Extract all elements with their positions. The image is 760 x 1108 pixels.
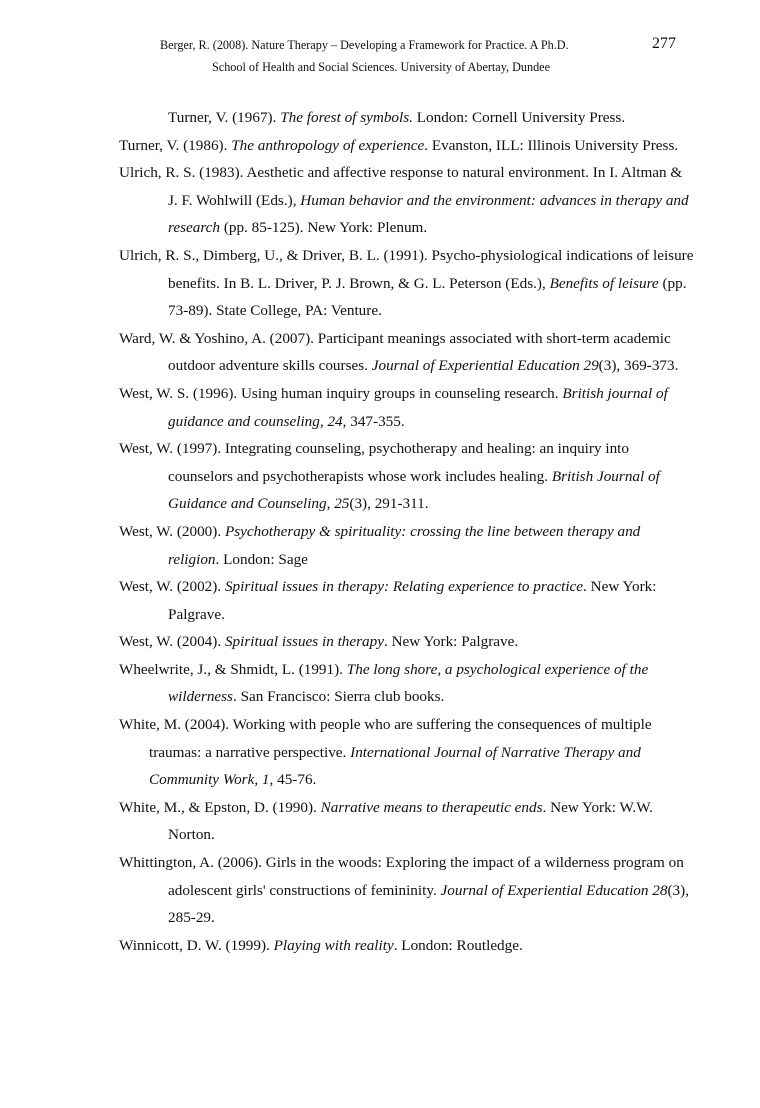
reference-text: . London: Sage (215, 550, 308, 568)
reference-entry (119, 794, 694, 849)
header-institution-line: School of Health and Social Sciences. University of Abertay, Dundee (212, 60, 550, 74)
reference-entry (119, 849, 694, 932)
reference-entry (119, 573, 694, 628)
reference-title: Narrative means to therapeutic ends (320, 798, 543, 816)
reference-entry (119, 380, 694, 435)
reference-text: (3), 369-373. (598, 357, 679, 375)
reference-entry (119, 159, 694, 242)
header-citation-line: Berger, R. (2008). Nature Therapy – Developing a Framework for Practice. A Ph.D. (160, 38, 569, 52)
reference-entry (119, 628, 694, 656)
reference-text: London: Cornell University Press. (412, 109, 626, 126)
reference-title: Journal of Experiential Education 29 (371, 357, 599, 375)
reference-title: Playing with reality (273, 936, 394, 954)
reference-text: Whittington, A. (2006). Girls in the woods: Exploring the impact of a wilderness program on adolescent girls' constructions of femininity. (119, 854, 684, 899)
reference-text: . London: Routledge. (393, 936, 523, 954)
reference-entry (119, 242, 694, 325)
reference-text: . San Francisco: Sierra club books. (232, 688, 445, 706)
reference-entry (119, 932, 694, 960)
reference-title: International Journal of Narrative Therapy and Community Work, 1 (149, 743, 641, 789)
reference-title: British journal of guidance and counseling, 24 (168, 384, 668, 430)
reference-list (119, 104, 694, 959)
reference-text: . Evanston, ILL: Illinois University Press. (424, 136, 679, 154)
reference-text: (3), 291-311. (349, 495, 429, 513)
reference-text: Turner, V. (1986). (119, 136, 232, 154)
reference-entry (119, 711, 694, 794)
reference-text: , 45-76. (269, 771, 317, 789)
reference-text: (pp. 73-89). State College, PA: Venture. (168, 274, 687, 320)
reference-title: The forest of symbols. (280, 109, 413, 126)
reference-text: Ulrich, R. S. (1983). Aesthetic and affective response to natural environment. In I. Altman & J. F. Wohlwill (Eds.), (119, 164, 683, 209)
reference-text: (3), 285-29. (168, 881, 689, 927)
reference-entry (119, 435, 694, 518)
reference-text: West, W. (1997). Integrating counseling, psychotherapy and healing: an inquiry into counselors and psychotherapists whose work includes healing. (119, 440, 629, 485)
reference-title: Journal of Experiential Education 28 (440, 881, 668, 899)
reference-title: Spiritual issues in therapy: Relating experience to practice (224, 578, 584, 596)
reference-text: White, M., & Epston, D. (1990). (119, 798, 321, 816)
reference-text: Ulrich, R. S., Dimberg, U., & Driver, B. L. (1991). Psycho-physiological indications of leisure benefits. In B. L. Driver, P. J. Brown, & G. L. Peterson (Eds.), (119, 246, 694, 292)
reference-title: Human behavior and the environment: advances in therapy and research (168, 191, 689, 237)
reference-text: West, W. (2004). (119, 633, 225, 651)
reference-text: Wheelwrite, J., & Shmidt, L. (1991). (119, 660, 347, 678)
page-number: 277 (652, 35, 676, 52)
reference-title: Spiritual issues in therapy (224, 633, 384, 651)
reference-text: Winnicott, D. W. (1999). (119, 936, 274, 954)
reference-title: The long shore, a psychological experience of the wilderness (168, 660, 649, 706)
reference-text: . New York: Palgrave. (383, 633, 519, 651)
reference-text: West, W. (2002). (119, 578, 225, 596)
reference-entry (119, 132, 694, 160)
reference-title: Psychotherapy & spirituality: crossing the line between therapy and religion (168, 522, 641, 568)
reference-text: Turner, V. (1967). (168, 109, 281, 126)
reference-text: (pp. 85-125). New York: Plenum. (220, 219, 428, 237)
reference-title: Benefits of leisure (549, 274, 659, 292)
reference-text: . New York: Palgrave. (168, 578, 657, 623)
reference-title: The anthropology of experience (231, 136, 425, 154)
reference-text: West, W. S. (1996). Using human inquiry groups in counseling research. (119, 384, 563, 402)
reference-text: White, M. (2004). Working with people who are suffering the consequences of multiple traumas: a narrative perspective. (119, 716, 652, 761)
reference-text: . New York: W.W. Norton. (168, 798, 653, 844)
reference-entry (119, 104, 694, 132)
reference-entry (119, 325, 694, 380)
reference-entry (119, 656, 694, 711)
reference-entry (119, 518, 694, 573)
reference-text: West, W. (2000). (119, 522, 225, 540)
reference-title: British Journal of Guidance and Counseling, 25 (168, 467, 660, 513)
reference-text: , 347-355. (342, 412, 405, 430)
reference-text: Ward, W. & Yoshino, A. (2007). Participant meanings associated with short-term academic outdoor adventure skills courses. (119, 329, 671, 375)
